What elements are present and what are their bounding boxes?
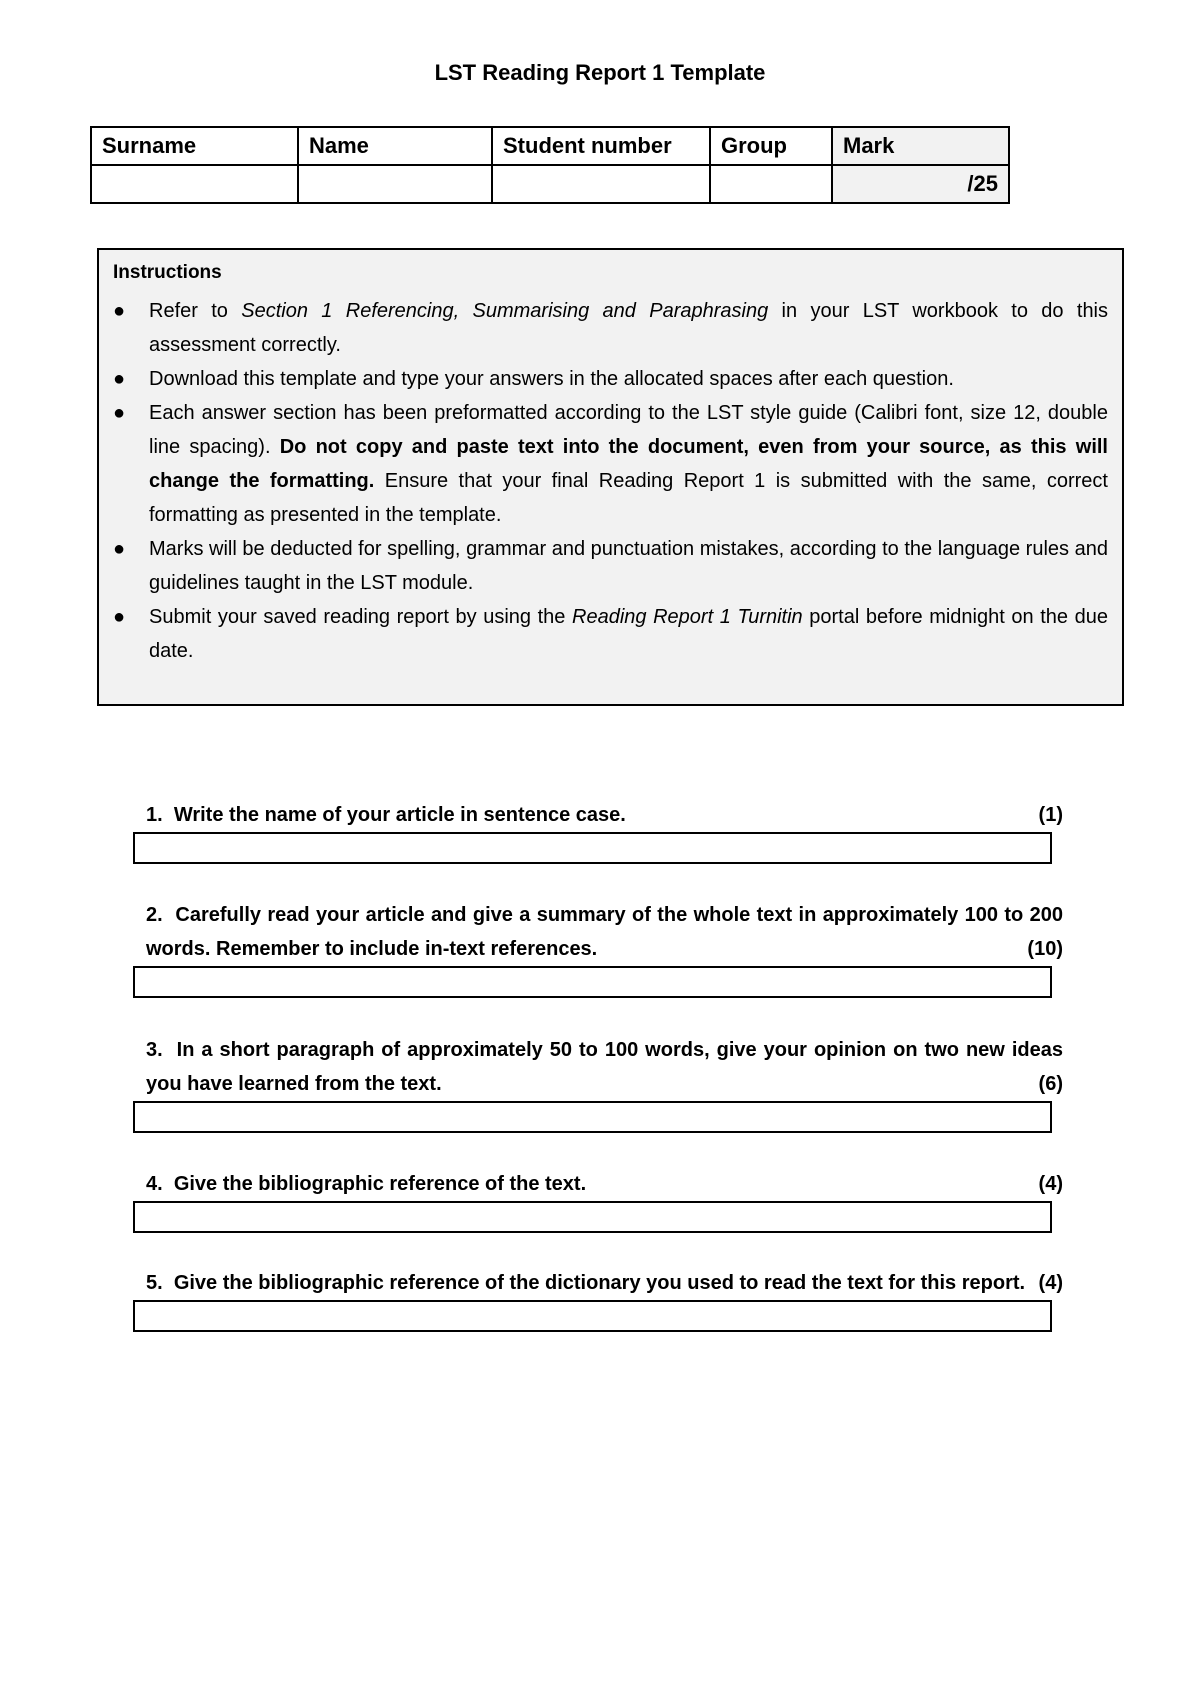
instruction-item: ● Each answer section has been preformatted according to the LST style guide (Calibri font, size 12, double line spacing). Do not copy and paste text into the document, even from your source, as this will change the formatting. Ensure that your final Reading Report 1 is submitted with the same, correct formatting as presented in the template. <box>113 396 1108 532</box>
question-5 <box>133 1266 1063 1332</box>
bullet-icon: ● <box>113 368 126 390</box>
instruction-item: ● Refer to Section 1 Referencing, Summarising and Paraphrasing in your LST workbook to do this assessment correctly. <box>113 294 1108 362</box>
surname-field[interactable] <box>91 165 298 203</box>
question-4-text: 4. Give the bibliographic reference of the text. (4) <box>146 1167 1063 1201</box>
group-header: Group <box>710 127 832 165</box>
student-table-header-row <box>91 127 1009 165</box>
question-2-answer-box[interactable] <box>133 966 1052 998</box>
bullet-icon: ● <box>113 606 126 628</box>
student-details-table <box>90 126 1010 204</box>
question-4-marks: (4) <box>1038 1173 1063 1195</box>
instruction-item: ● Marks will be deducted for spelling, grammar and punctuation mistakes, according to the language rules and guidelines taught in the LST module. <box>113 532 1108 600</box>
question-5-marks: (4) <box>1038 1272 1063 1294</box>
instructions-list <box>113 294 1108 668</box>
bullet-icon: ● <box>113 538 126 560</box>
instructions-box <box>97 248 1124 706</box>
mark-header: Mark <box>832 127 1009 165</box>
question-3 <box>133 1033 1063 1133</box>
instruction-item: ● Download this template and type your answers in the allocated spaces after each question. <box>113 362 1108 396</box>
instructions-heading: Instructions <box>113 262 222 283</box>
question-3-answer-box[interactable] <box>133 1101 1052 1133</box>
question-5-text: 5. Give the bibliographic reference of the dictionary you used to read the text for this report. (4) <box>146 1266 1063 1300</box>
question-3-marks: (6) <box>1038 1073 1063 1095</box>
question-5-answer-box[interactable] <box>133 1300 1052 1332</box>
student-table-input-row <box>91 165 1009 203</box>
bullet-icon: ● <box>113 300 126 322</box>
mark-total: /25 <box>832 165 1009 203</box>
question-2-text: 2. Carefully read your article and give a summary of the whole text in approximately 100 to 200 words. Remember to include in-text references. (10) <box>146 898 1063 966</box>
question-3-text: 3. In a short paragraph of approximately 50 to 100 words, give your opinion on two new ideas you have learned from the text. (6) <box>146 1033 1063 1101</box>
page-title: LST Reading Report 1 Template <box>434 60 766 85</box>
question-1-answer-box[interactable] <box>133 832 1052 864</box>
question-1-text: 1. Write the name of your article in sentence case. (1) <box>146 798 1063 832</box>
name-header: Name <box>298 127 492 165</box>
group-field[interactable] <box>710 165 832 203</box>
instruction-item: ● Submit your saved reading report by using the Reading Report 1 Turnitin portal before midnight on the due date. <box>113 600 1108 668</box>
bullet-icon: ● <box>113 402 126 424</box>
question-4-answer-box[interactable] <box>133 1201 1052 1233</box>
student-number-field[interactable] <box>492 165 710 203</box>
surname-header: Surname <box>91 127 298 165</box>
question-1-marks: (1) <box>1038 804 1063 826</box>
student-number-header: Student number <box>492 127 710 165</box>
question-1 <box>133 798 1063 864</box>
question-2 <box>133 898 1063 998</box>
question-4 <box>133 1167 1063 1233</box>
name-field[interactable] <box>298 165 492 203</box>
question-2-marks: (10) <box>1027 938 1063 960</box>
